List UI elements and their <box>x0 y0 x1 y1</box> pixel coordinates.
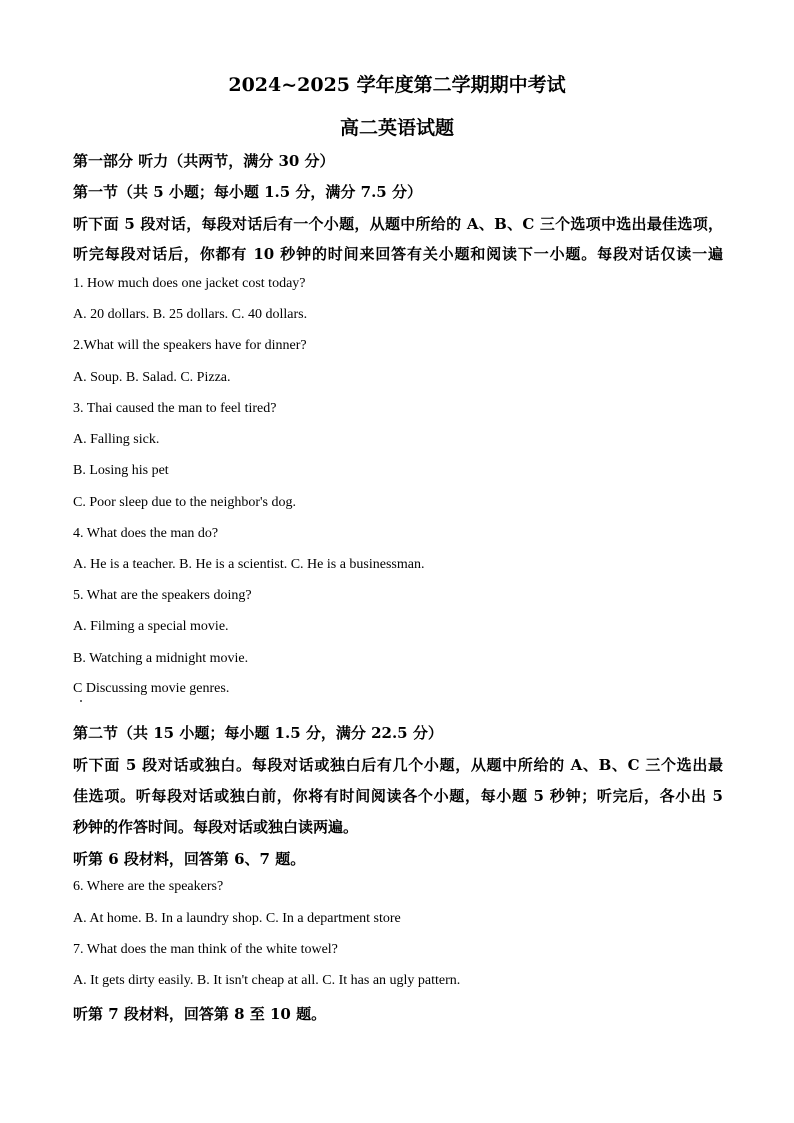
question-3-option-b: B. Losing his pet <box>73 463 169 478</box>
exam-subtitle: 高二英语试题 <box>339 117 454 139</box>
material-6-heading: 听第 6 段材料，回答第 6、7 题。 <box>73 850 306 868</box>
question-5-option-a: A. Filming a special movie. <box>73 619 229 634</box>
question-1: 1. How much does one jacket cost today? <box>73 276 306 291</box>
question-7-options: A. It gets dirty easily. B. It isn't cheap at all. C. It has an ugly pattern. <box>73 973 461 988</box>
section2-instruction-line: 佳选项。听每段对话或独白前，你将有时间阅读各个小题，每小题 5 秒钟；听完后，各小出 5 <box>73 787 723 805</box>
section2-instruction-line: 秒钟的作答时间。每段对话或独白读两遍。 <box>73 818 359 836</box>
question-3: 3. Thai caused the man to feel tired? <box>73 401 277 416</box>
question-6: 6. Where are the speakers? <box>73 879 224 894</box>
question-4: 4. What does the man do? <box>73 526 219 541</box>
question-6-options: A. At home. B. In a laundry shop. C. In a department store <box>73 911 401 926</box>
question-1-options: A. 20 dollars. B. 25 dollars. C. 40 dollars. <box>73 307 308 322</box>
question-5: 5. What are the speakers doing? <box>73 588 252 603</box>
part1-heading: 第一部分 听力（共两节，满分 30 分） <box>73 152 335 170</box>
question-3-option-a: A. Falling sick. <box>73 432 160 447</box>
exam-title: 2024~2025 学年度第二学期期中考试 <box>228 74 566 96</box>
question-5-option-c: C Discussing movie genres. <box>73 681 230 696</box>
section1-instruction-line: 听下面 5 段对话，每段对话后有一个小题，从题中所给的 A、B、C 三个选项中选出最佳选项， <box>73 215 723 233</box>
question-3-option-c: C. Poor sleep due to the neighbor's dog. <box>73 495 296 510</box>
question-7: 7. What does the man think of the white towel? <box>73 942 338 957</box>
question-2: 2.What will the speakers have for dinner? <box>73 338 307 353</box>
section2-heading: 第二节（共 15 小题；每小题 1.5 分，满分 22.5 分） <box>73 724 443 742</box>
section2-instruction-line: 听下面 5 段对话或独白。每段对话或独白后有几个小题，从题中所给的 A、B、C 三个选出最 <box>73 756 723 774</box>
section1-instruction-line: 听完每段对话后，你都有 10 秒钟的时间来回答有关小题和阅读下一小题。每段对话仅读一遍 <box>73 245 723 263</box>
stray-dot <box>80 700 82 702</box>
question-4-options: A. He is a teacher. B. He is a scientist. C. He is a businessman. <box>73 557 425 572</box>
question-5-option-b: B. Watching a midnight movie. <box>73 651 249 666</box>
material-7-heading: 听第 7 段材料，回答第 8 至 10 题。 <box>73 1005 327 1023</box>
question-2-options: A. Soup. B. Salad. C. Pizza. <box>73 370 231 385</box>
section1-heading: 第一节（共 5 小题；每小题 1.5 分，满分 7.5 分） <box>73 183 422 201</box>
